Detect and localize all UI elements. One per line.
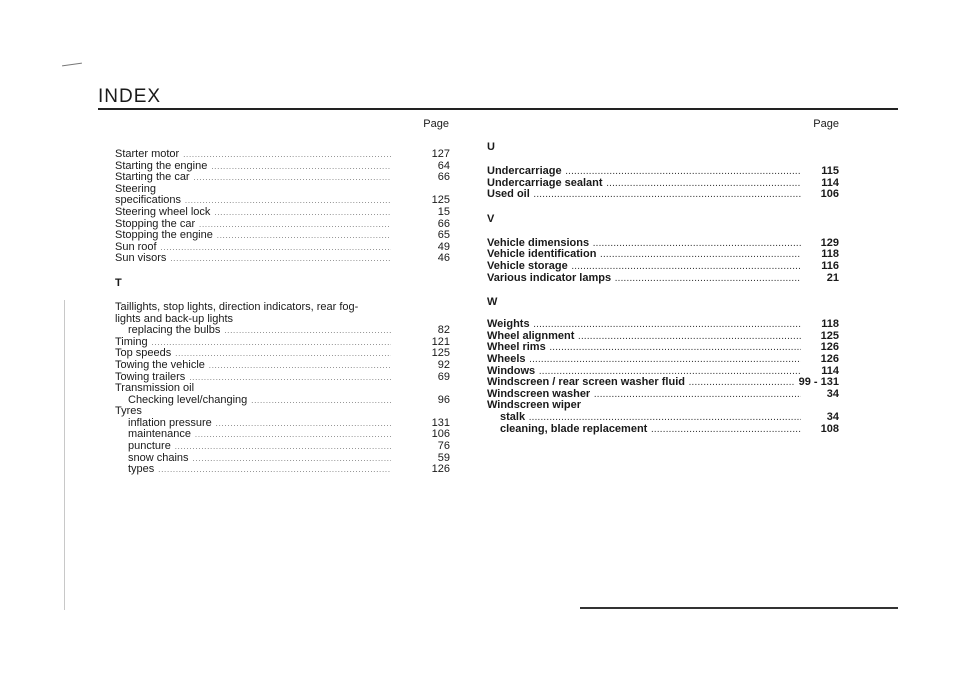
entry-page: 49 <box>437 240 450 253</box>
index-entry <box>487 412 839 424</box>
leader-dots <box>199 220 391 232</box>
leader-dots <box>195 430 391 442</box>
entry-label: cleaning, blade replacement <box>500 422 648 435</box>
leader-dots <box>185 196 391 208</box>
entry-page: 46 <box>437 252 450 265</box>
page-column-header: Page <box>813 118 839 130</box>
entry-label: Vehicle identification <box>487 248 597 261</box>
entry-label: Various indicator lamps <box>487 271 612 284</box>
group-label: Steering <box>115 182 156 195</box>
leader-dots <box>193 454 391 466</box>
bottom-rule <box>580 607 898 609</box>
index-entry <box>115 464 459 476</box>
entry-page: 116 <box>821 259 839 272</box>
right-entries <box>487 140 839 435</box>
index-entry <box>115 253 459 265</box>
entry-label: Towing the vehicle <box>115 358 205 371</box>
entry-label: Starting the engine <box>115 159 208 172</box>
entry-page: 92 <box>437 358 450 371</box>
leader-dots <box>593 239 801 251</box>
leader-dots <box>189 373 391 385</box>
entry-page: 125 <box>431 194 450 207</box>
entry-page: 69 <box>437 370 450 383</box>
entry-label: Wheel alignment <box>487 329 575 342</box>
corner-mark <box>62 63 82 67</box>
leader-dots <box>217 231 391 243</box>
entry-page: 59 <box>437 451 450 464</box>
entry-label: Towing trailers <box>115 370 186 383</box>
entry-label: Windscreen washer <box>487 387 591 400</box>
index-entry <box>487 319 839 331</box>
entry-label: Starting the car <box>115 171 190 184</box>
index-entry <box>115 172 459 184</box>
entry-page: 34 <box>826 387 839 400</box>
leader-dots <box>209 361 391 373</box>
entry-page: 108 <box>820 422 839 435</box>
index-entry <box>487 189 839 201</box>
leader-dots <box>251 396 391 408</box>
leader-dots <box>158 465 391 477</box>
entry-label: Steering wheel lock <box>115 205 211 218</box>
index-entry <box>115 207 459 219</box>
leader-dots <box>183 150 391 162</box>
entry-page: 115 <box>821 165 839 177</box>
entry-page: 15 <box>437 205 450 218</box>
entry-page: 126 <box>820 352 839 365</box>
entry-label: Windscreen / rear screen washer fluid <box>487 376 685 389</box>
entry-page: 64 <box>437 159 450 172</box>
index-entry <box>487 261 839 273</box>
entry-page: 66 <box>437 217 450 230</box>
entry-page: 118 <box>821 248 839 261</box>
entry-label: Timing <box>115 335 148 348</box>
entry-label: Vehicle dimensions <box>487 236 590 249</box>
group-label: Transmission oil <box>115 382 195 395</box>
index-entry <box>487 377 839 389</box>
entry-page: 106 <box>820 188 839 201</box>
section-letter-u: U <box>487 141 495 153</box>
entry-page: 114 <box>821 176 839 189</box>
leader-dots <box>214 208 391 220</box>
index-entry <box>487 424 839 436</box>
entry-page: 21 <box>826 271 839 284</box>
left-entries <box>115 140 459 476</box>
entry-label: Top speeds <box>115 347 172 360</box>
entry-label: Sun visors <box>115 252 167 265</box>
entry-label: puncture <box>128 440 171 453</box>
index-entry <box>115 453 459 465</box>
section-letter-t: T <box>115 276 122 289</box>
leader-dots <box>600 250 801 262</box>
index-entry <box>115 149 459 161</box>
group-label: Taillights, stop lights, direction indicators, rear fog- <box>115 300 359 313</box>
entry-page: 65 <box>437 229 450 242</box>
index-entry <box>115 441 459 453</box>
entry-page: 126 <box>431 463 450 476</box>
entry-page: 125 <box>431 347 450 360</box>
entry-page: 34 <box>826 410 839 423</box>
entry-label: stalk <box>500 410 526 423</box>
leader-dots <box>689 378 795 390</box>
leader-dots <box>534 190 801 202</box>
leader-dots <box>615 274 801 286</box>
entry-page: 131 <box>431 416 450 429</box>
section-letter-w: W <box>487 296 498 309</box>
entry-label: snow chains <box>128 451 189 464</box>
entry-page: 127 <box>431 148 450 160</box>
entry-page: 96 <box>437 393 450 406</box>
entry-page: 121 <box>431 335 450 348</box>
entry-label: Vehicle storage <box>487 259 568 272</box>
entry-page: 126 <box>820 341 839 354</box>
entry-label: Sun roof <box>115 240 157 253</box>
entry-page: 118 <box>821 318 839 331</box>
entry-label: Weights <box>487 318 530 331</box>
entry-page: 99 - 131 <box>798 376 839 389</box>
entry-label: maintenance <box>128 428 191 441</box>
leader-dots <box>530 355 801 367</box>
entry-label: types <box>128 463 155 476</box>
index-entry <box>115 242 459 254</box>
index-entry <box>487 178 839 190</box>
page-title: INDEX <box>98 86 162 107</box>
index-entry <box>115 395 459 407</box>
leader-dots <box>550 343 801 355</box>
index-entry <box>487 342 839 354</box>
section-letter-v: V <box>487 212 495 225</box>
entry-label: specifications <box>115 194 182 207</box>
leader-dots <box>594 390 801 402</box>
entry-label: Checking level/changing <box>128 393 248 406</box>
leader-dots <box>175 442 391 454</box>
index-entry <box>487 166 839 178</box>
entry-label: Wheels <box>487 352 526 365</box>
index-entry <box>487 273 839 285</box>
leader-dots <box>194 173 391 185</box>
group-label: Windscreen wiper <box>487 399 582 412</box>
entry-label: inflation pressure <box>128 416 212 429</box>
entry-label: Used oil <box>487 188 530 201</box>
group-label: Tyres <box>115 405 142 418</box>
leader-dots <box>578 332 801 344</box>
entry-label: Windows <box>487 364 536 377</box>
entry-label: Stopping the car <box>115 217 196 230</box>
entry-page: 82 <box>437 324 450 337</box>
page-edge-shadow <box>64 300 65 610</box>
index-entry <box>487 354 839 366</box>
leader-dots <box>211 162 391 174</box>
entry-page: 76 <box>437 440 450 453</box>
entry-page: 125 <box>820 329 839 342</box>
entry-label: Undercarriage <box>487 165 562 177</box>
index-entry <box>115 360 459 372</box>
entry-page: 114 <box>821 364 839 377</box>
entry-page: 106 <box>431 428 450 441</box>
entry-page: 129 <box>820 236 839 249</box>
title-rule <box>98 108 898 110</box>
leader-dots <box>152 338 391 350</box>
leader-dots <box>651 425 801 437</box>
entry-label: replacing the bulbs <box>128 324 221 337</box>
group-label: lights and back-up lights <box>115 312 234 325</box>
entry-label: Starter motor <box>115 148 180 160</box>
leader-dots <box>170 254 391 266</box>
index-entry <box>115 325 459 337</box>
page-column-header: Page <box>423 118 449 130</box>
entry-label: Undercarriage sealant <box>487 176 603 189</box>
index-entry <box>115 230 459 242</box>
entry-label: Wheel rims <box>487 341 546 354</box>
leader-dots <box>175 349 391 361</box>
entry-page: 66 <box>437 171 450 184</box>
leader-dots <box>161 243 391 255</box>
entry-label: Stopping the engine <box>115 229 213 242</box>
leader-dots <box>224 326 391 338</box>
leader-dots <box>216 419 391 431</box>
leader-dots <box>607 179 801 191</box>
